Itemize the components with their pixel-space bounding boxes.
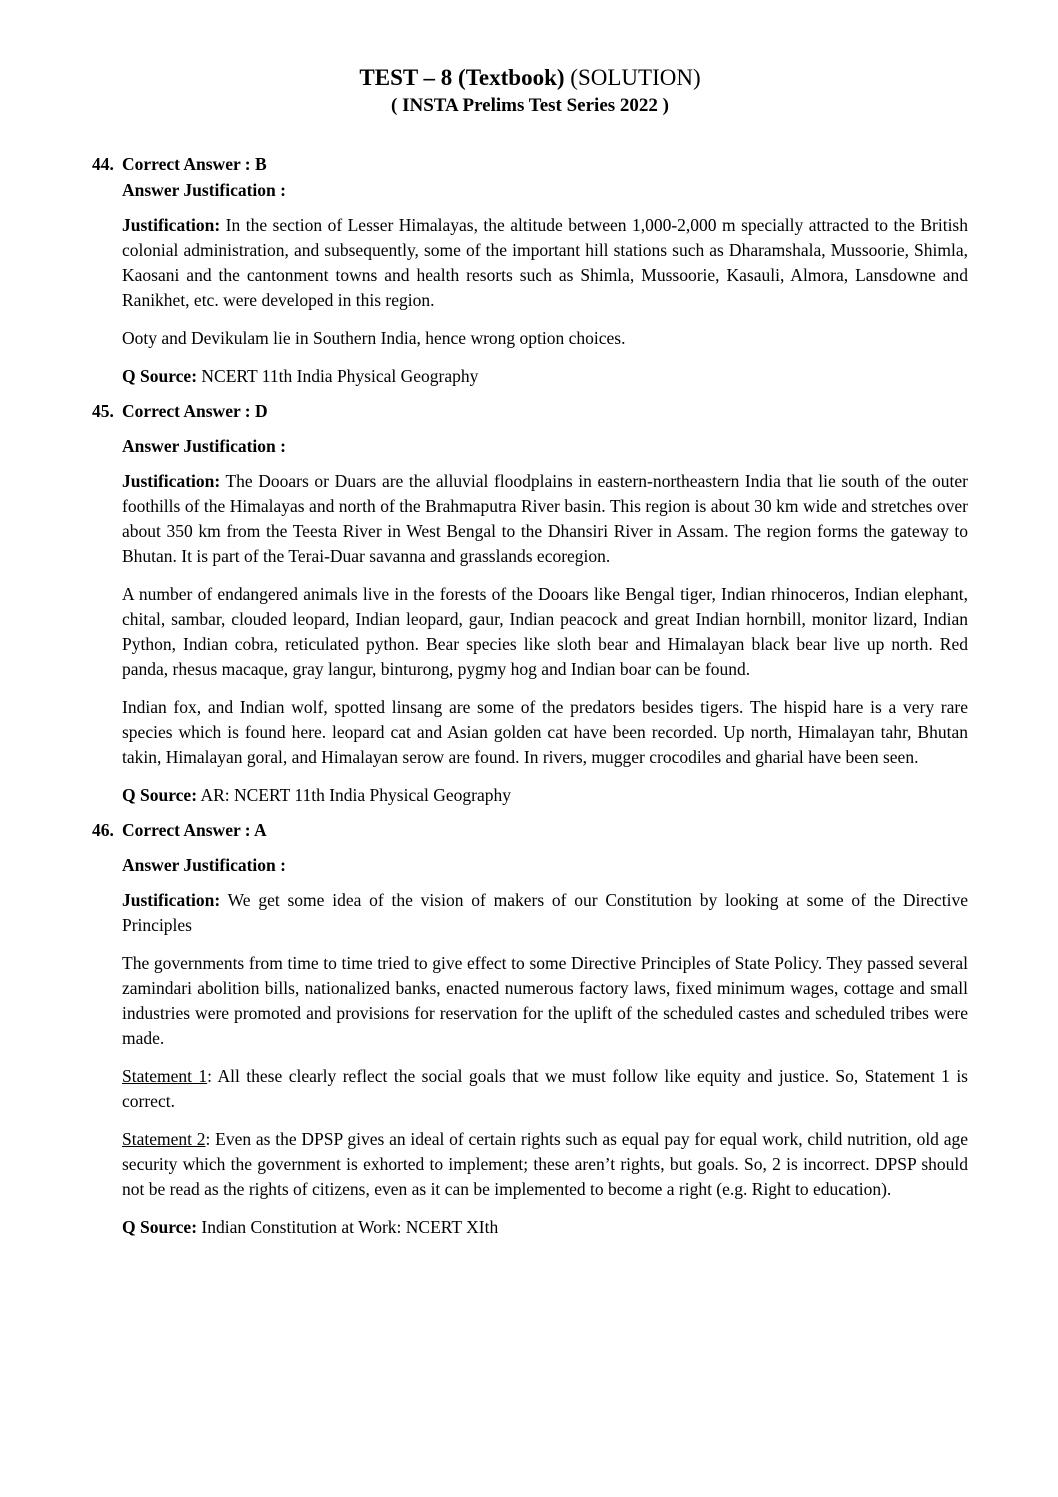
paragraph: The governments from time to time tried to give effect to some Directive Principles of State Policy. They passed several zamindari abolition bills, nationalized banks, enacted numerous factory laws, fixed minimum wages, cottage and small industries were promoted and provisions for reservation for the uplift of the scheduled castes and scheduled tribes were made. (122, 953, 968, 1048)
paragraph: Ooty and Devikulam lie in Southern India, hence wrong option choices. (122, 328, 626, 348)
q-source-text: AR: NCERT 11th India Physical Geography (200, 785, 511, 805)
page-title-suffix: (SOLUTION) (570, 65, 701, 90)
justification-text: The Dooars or Duars are the alluvial floodplains in eastern-northeastern India that lie south of the outer foothills of the Himalayas and north of the Brahmaputra River basin. This region is about 30 km wide and stretches over about 350 km from the Teesta River in West Bengal to the Dhansiri River in Assam. The region forms the gateway to Bhutan. It is part of the Terai-Duar savanna and grasslands ecoregion. (122, 471, 968, 566)
statement-1-text: : All these clearly reflect the social goals that we must follow like equity and justice. So, Statement 1 is correct. (122, 1066, 968, 1111)
justification-label: Justification: (122, 890, 221, 910)
question-number: 46. (92, 820, 114, 840)
q-source-line (122, 1215, 968, 1240)
question-block-46 (92, 818, 968, 1240)
justification-paragraph (122, 888, 968, 938)
q-source-text: NCERT 11th India Physical Geography (201, 366, 479, 386)
correct-answer: Correct Answer : A (122, 820, 267, 840)
justification-label: Justification: (122, 471, 221, 491)
q-source-text: Indian Constitution at Work: NCERT XIth (201, 1217, 499, 1237)
statement-1-paragraph (122, 1064, 968, 1114)
justification-label: Justification: (122, 215, 221, 235)
q-source-label: Q Source: (122, 366, 198, 386)
document-header (92, 64, 968, 118)
question-number: 44. (92, 154, 114, 174)
question-block-44 (92, 152, 968, 389)
question-block-45 (92, 399, 968, 808)
q-source-line (122, 783, 968, 808)
correct-answer: Correct Answer : B (122, 154, 267, 174)
answer-justification-heading: Answer Justification : (122, 436, 286, 456)
question-body (122, 399, 968, 808)
statement-2-paragraph (122, 1127, 968, 1202)
justification-text: We get some idea of the vision of makers of our Constitution by looking at some of the Directive Principles (122, 890, 968, 935)
statement-2-text: : Even as the DPSP gives an ideal of certain rights such as equal pay for equal work, child nutrition, old age security which the government is exhorted to implement; these aren’t rights, but goals. So, 2 is incorrect. DPSP should not be read as the rights of citizens, even as it can be implemented to become a right (e.g. Right to education). (122, 1129, 968, 1199)
statement-1-label: Statement 1 (122, 1066, 208, 1086)
page-title (92, 64, 968, 92)
page-title-main: TEST – 8 (Textbook) (359, 65, 565, 90)
question-number: 45. (92, 401, 114, 421)
question-body (122, 818, 968, 1240)
justification-text: In the section of Lesser Himalayas, the altitude between 1,000-2,000 m specially attracted to the British colonial administration, and subsequently, some of the important hill stations such as Dharamshala, Mussoorie, Shimla, Kaosani and the cantonment towns and health resorts such as Shimla, Mussoorie, Kasauli, Almora, Lansdowne and Ranikhet, etc. were developed in this region. (122, 215, 968, 310)
paragraph: A number of endangered animals live in the forests of the Dooars like Bengal tiger, Indian rhinoceros, Indian elephant, chital, sambar, clouded leopard, Indian leopard, gaur, Indian peacock and great Indian hornbill, monitor lizard, Indian Python, Indian cobra, reticulated python. Bear species like sloth bear and Himalayan black bear live up north. Red panda, rhesus macaque, gray langur, binturong, pygmy hog and Indian boar can be found. (122, 584, 968, 679)
question-body (122, 152, 968, 389)
answer-justification-heading: Answer Justification : (122, 180, 286, 200)
justification-paragraph (122, 469, 968, 569)
answer-justification-heading: Answer Justification : (122, 855, 286, 875)
q-source-label: Q Source: (122, 785, 198, 805)
correct-answer: Correct Answer : D (122, 401, 268, 421)
statement-2-label: Statement 2 (122, 1129, 206, 1149)
paragraph: Indian fox, and Indian wolf, spotted linsang are some of the predators besides tigers. The hispid hare is a very rare species which is found here. leopard cat and Asian golden cat have been recorded. Up north, Himalayan tahr, Bhutan takin, Himalayan goral, and Himalayan serow are found. In rivers, mugger crocodiles and gharial have been seen. (122, 697, 968, 767)
q-source-line (122, 364, 968, 389)
justification-paragraph (122, 213, 968, 313)
page-subtitle: ( INSTA Prelims Test Series 2022 ) (391, 95, 669, 116)
q-source-label: Q Source: (122, 1217, 198, 1237)
